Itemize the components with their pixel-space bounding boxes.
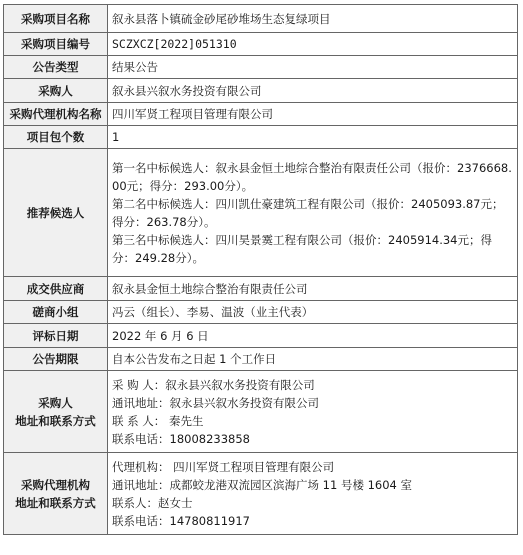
notice-period-value: 自本公告发布之日起 1 个工作日 [108,348,518,371]
procurement-result-table [3,4,518,535]
package-count-value: 1 [108,126,518,149]
agency-label: 采购代理机构名称 [4,103,108,126]
purchaser-value: 叙永县兴叙水务投资有限公司 [108,79,518,103]
row-agency-contact [4,453,518,535]
purchaser-contact-person: 联 系 人： 秦先生 [112,413,204,428]
supplier-value: 叙永县金恒土地综合整治有限责任公司 [108,277,518,301]
agency-contact-value [108,453,518,535]
panel-label: 磋商小组 [4,301,108,324]
row-candidates [4,149,518,277]
project-no-label: 采购项目编号 [4,33,108,56]
panel-value: 冯云（组长）、李易、温波（业主代表） [108,301,518,324]
agency-contact-label [4,453,108,535]
row-package-count [4,126,518,149]
notice-type-value: 结果公告 [108,56,518,79]
row-panel [4,301,518,324]
purchaser-contact-label-2: 地址和联系方式 [15,413,96,428]
row-agency [4,103,518,126]
purchaser-contact-label-1: 采购人 [38,395,73,410]
purchaser-contact-value [108,371,518,453]
project-no-value: SCZXCZ[2022]051310 [108,33,518,56]
row-notice-type [4,56,518,79]
row-project-name [4,5,518,33]
agency-contact-phone: 联系电话：14780811917 [112,513,250,528]
purchaser-contact-label [4,371,108,453]
package-count-label: 项目包个数 [4,126,108,149]
supplier-label: 成交供应商 [4,277,108,301]
candidates-value [108,149,518,277]
row-supplier [4,277,518,301]
project-name-value: 叙永县落卜镇硫金砂尾砂堆场生态复绿项目 [108,5,518,33]
candidate-first: 第一名中标候选人：叙永县金恒土地综合整治有限责任公司（报价：2376668.00元；得分：293.00分）。 [112,160,512,193]
eval-date-label: 评标日期 [4,324,108,348]
agency-contact-person: 联系人：赵女士 [112,495,193,510]
row-purchaser-contact [4,371,518,453]
row-notice-period [4,348,518,371]
agency-contact-label-1: 采购代理机构 [21,477,90,492]
project-name-label: 采购项目名称 [4,5,108,33]
candidates-label: 推荐候选人 [4,149,108,277]
eval-date-value: 2022 年 6 月 6 日 [108,324,518,348]
purchaser-contact-name: 采 购 人：叙永县兴叙水务投资有限公司 [112,377,315,392]
purchaser-contact-phone: 联系电话：18008233858 [112,431,250,446]
agency-contact-label-2: 地址和联系方式 [15,495,96,510]
agency-contact-name: 代理机构： 四川军贤工程项目管理有限公司 [112,459,335,474]
purchaser-label: 采购人 [4,79,108,103]
agency-contact-address: 通讯地址：成都蛟龙港双流园区滨海广场 11 号楼 1604 室 [112,477,413,492]
candidate-second: 第二名中标候选人：四川凯仕豪建筑工程有限公司（报价：2405093.87元；得分：263.78分）。 [112,196,504,229]
row-project-no [4,33,518,56]
purchaser-contact-address: 通讯地址：叙永县兴叙水务投资有限公司 [112,395,319,410]
candidate-third: 第三名中标候选人：四川昊景霙工程有限公司（报价：2405914.34元；得分：249.28分）。 [112,232,493,265]
row-purchaser [4,79,518,103]
notice-period-label: 公告期限 [4,348,108,371]
agency-value: 四川军贤工程项目管理有限公司 [108,103,518,126]
notice-type-label: 公告类型 [4,56,108,79]
row-eval-date [4,324,518,348]
